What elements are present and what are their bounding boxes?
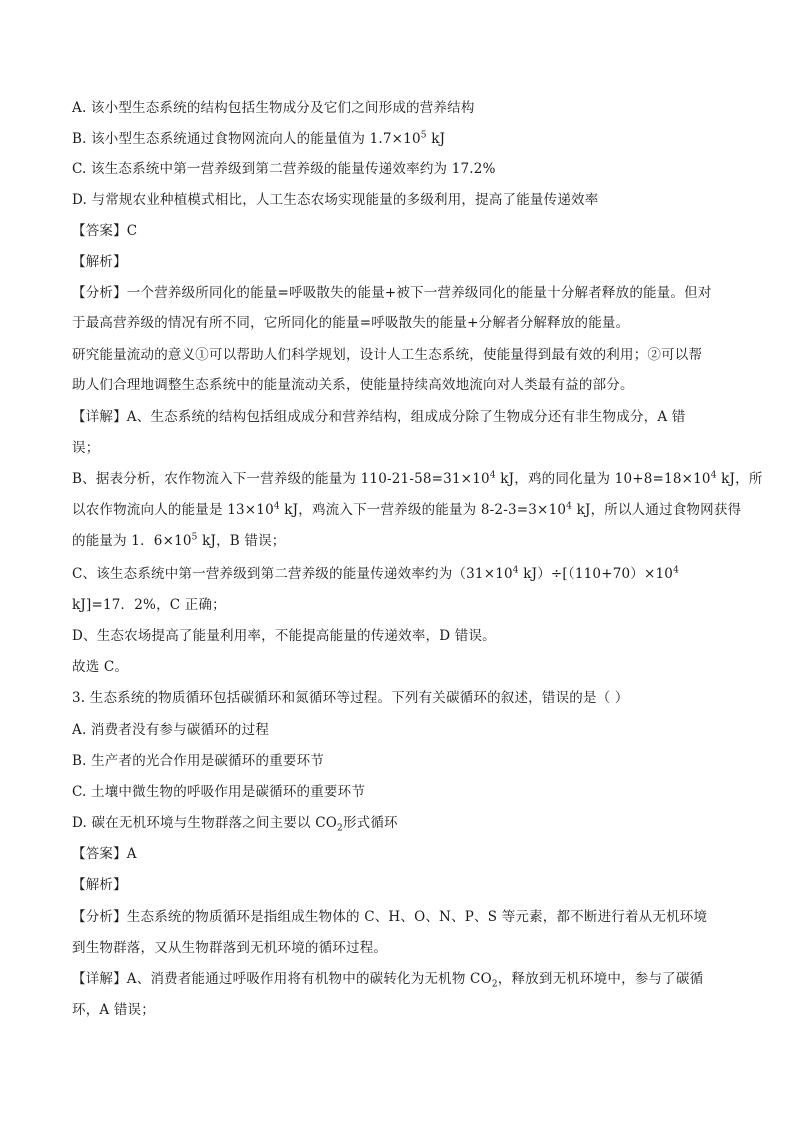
q2-fenxi-line-2: 于最高营养级的情况有所不同，它所同化的能量=呼吸散失的能量+分解者分解释放的能量。	[72, 315, 630, 331]
q3-fenxi-line-1: 【分析】生态系统的物质循环是指组成生物体的 C、H、O、N、P、S 等元素，都不断进行着从无机环境	[72, 909, 708, 925]
q2-b1-exp-2: 4	[710, 470, 717, 481]
q2-detail-line-1: 【详解】A、生态系统的结构包括组成成分和营养结构，组成成分除了生物成分还有非生物成分，A 错	[72, 409, 686, 425]
q2-b3-a: 的能量为 1．6×10	[72, 533, 192, 549]
q3-option-b: B. 生产者的光合作用是碳循环的重要环节	[72, 753, 325, 769]
q2-b2-exp-2: 4	[566, 501, 573, 512]
q2-b2-exp-1: 4	[273, 501, 280, 512]
q2-c1-exp-1: 4	[512, 565, 519, 576]
q3-detail-line-2: 环，A 错误；	[72, 1002, 155, 1018]
q2-b1-exp-1: 4	[489, 470, 496, 481]
q3-option-d-a: D. 碳在无机环境与生物群落之间主要以 CO	[72, 815, 338, 831]
q2-b2-c: kJ，所以人通过食物网获得	[572, 502, 742, 518]
q2-c1-b: kJ）÷[（110+70）×10	[518, 566, 674, 582]
q2-fenxi-line-1: 【分析】一个营养级所同化的能量=呼吸散失的能量+被下一营养级同化的能量十分解者释放的能量。但对	[72, 285, 712, 301]
q2-b1-a: B、据表分析，农作物流入下一营养级的能量为 110-21-58=31×10	[72, 471, 490, 487]
q3-answer: 【答案】A	[72, 846, 137, 862]
q2-b2-a: 以农作物流向人的能量是 13×10	[72, 502, 274, 518]
q2-option-c: C. 该生态系统中第一营养级到第二营养级的能量传递效率约为 17.2%	[72, 161, 496, 177]
q2-analysis-heading: 【解析】	[72, 254, 127, 270]
q2-b3-b: kJ，B 错误；	[197, 533, 286, 549]
q2-detail-b-line-2	[72, 499, 742, 521]
q3-fenxi-line-2: 到生物群落，又从生物群落到无机环境的循环过程。	[72, 940, 388, 956]
q3-option-d-b: 形式循环	[342, 815, 398, 831]
q2-option-b	[72, 128, 722, 150]
q2-significance-line-2: 助人们合理地调整生态系统中的能量流动关系，使能量持续高效地流向对人类最有益的部分。	[72, 377, 634, 393]
q2-option-d: D. 与常规农业种植模式相比，人工生态农场实现能量的多级利用，提高了能量传递效率	[72, 192, 599, 208]
q2-c1-a: C、该生态系统中第一营养级到第二营养级的能量传递效率约为（31×10	[72, 566, 513, 582]
q2-detail-c-line-2: kJ]=17．2%，C 正确；	[72, 597, 226, 613]
q2-c1-exp-2: 4	[673, 565, 680, 576]
q2-b3-exp-1: 5	[191, 532, 198, 543]
q2-b2-b: kJ，鸡流入下一营养级的能量为 8-2-3=3×10	[279, 502, 567, 518]
q3-option-d	[72, 812, 722, 834]
q2-answer: 【答案】C	[72, 223, 138, 239]
q3-analysis-heading: 【解析】	[72, 877, 127, 893]
q2-b1-b: kJ，鸡的同化量为 10+8=18×10	[495, 471, 711, 487]
q2-option-b-unit: kJ	[426, 131, 446, 147]
q2-detail-line-2: 误；	[72, 440, 100, 456]
q3-option-c: C. 土壤中微生物的呼吸作用是碳循环的重要环节	[72, 784, 366, 800]
q2-significance-line-1: 研究能量流动的意义①可以帮助人们科学规划，设计人工生态系统，使能量得到最有效的利用；②可以帮	[72, 347, 703, 363]
q3-xj1-a: 【详解】A、消费者能通过呼吸作用将有机物中的碳转化为无机物 CO	[72, 971, 492, 987]
q2-option-a: A. 该小型生态系统的结构包括生物成分及它们之间形成的营养结构	[72, 100, 475, 116]
q2-conclusion: 故选 C。	[72, 659, 129, 675]
q3-detail-line-1	[72, 968, 722, 990]
q3-xj1-subscript: 2	[491, 979, 498, 990]
q3-stem: 3. 生态系统的物质循环包括碳循环和氮循环等过程。下列有关碳循环的叙述，错误的是（ ）	[72, 690, 629, 706]
q3-option-d-subscript: 2	[337, 823, 343, 834]
q2-detail-d-line: D、生态农场提高了能量利用率，不能提高能量的传递效率，D 错误。	[72, 628, 496, 644]
q2-option-b-exponent: 5	[420, 130, 427, 141]
q3-xj1-b: ，释放到无机环境中，参与了碳循	[497, 971, 704, 987]
q3-option-a: A. 消费者没有参与碳循环的过程	[72, 722, 270, 738]
q2-option-b-text: B. 该小型生态系统通过食物网流向人的能量值为 1.7×10	[72, 131, 421, 147]
q2-b1-c: kJ，所	[716, 471, 763, 487]
q2-detail-b-line-1	[72, 468, 763, 490]
q2-detail-b-line-3	[72, 530, 722, 552]
q2-detail-c-line-1	[72, 563, 722, 585]
